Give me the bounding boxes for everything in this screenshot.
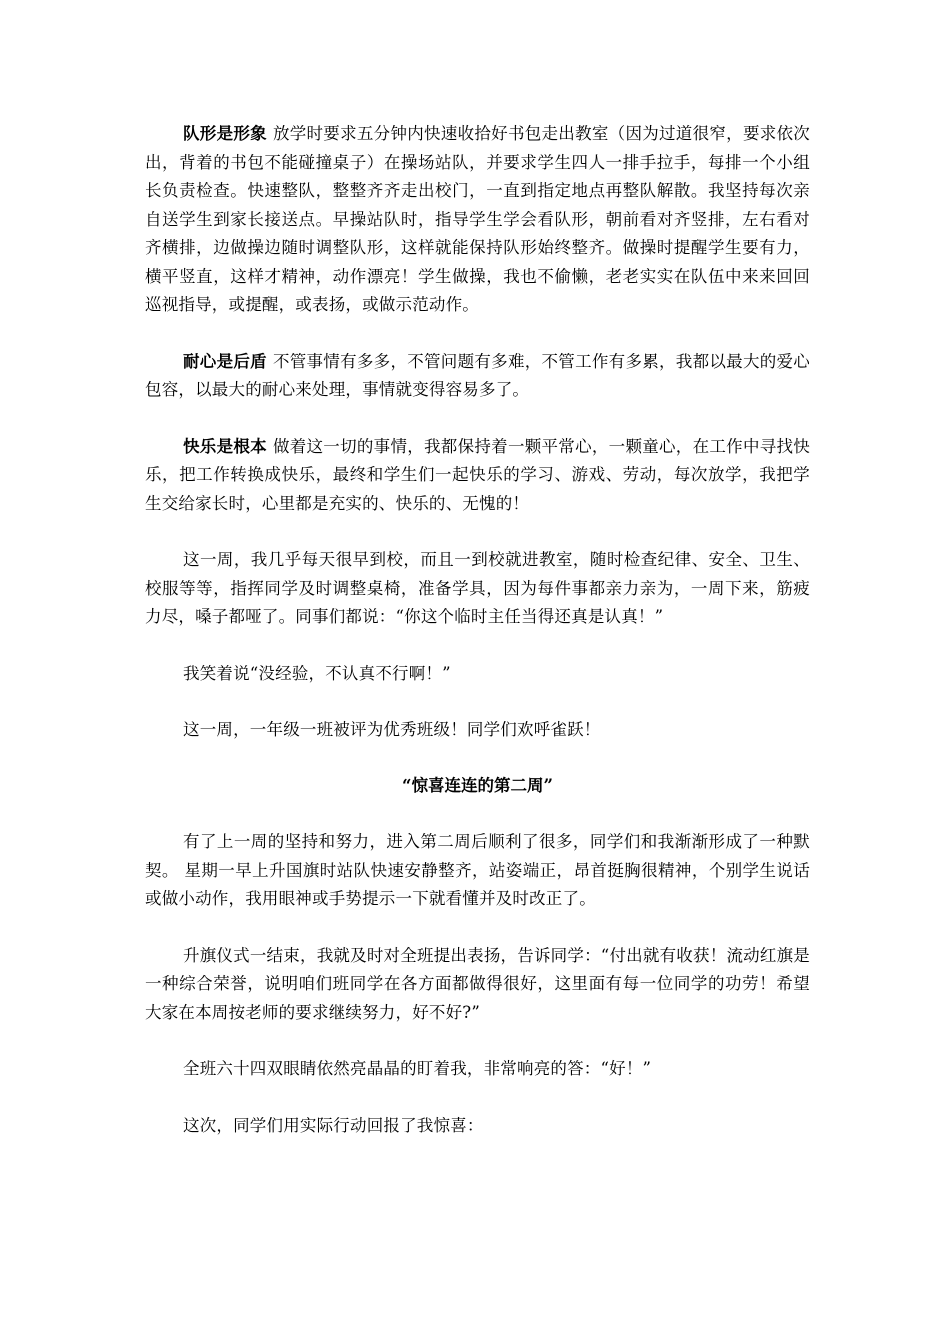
paragraph-reply bbox=[145, 660, 810, 689]
paragraph-patience bbox=[145, 348, 810, 405]
paragraph-first-week bbox=[145, 546, 810, 632]
paragraph-text: 这次，同学们用实际行动回报了我惊喜： bbox=[183, 1115, 484, 1135]
paragraph-text: 做着这一切的事情，我都保持着一颗平常心，一颗童心，在工作中寻找快乐，把工作转换成快乐，最终和学生们一起快乐的学习、游戏、劳动，每次放学，我把学生交给家长时，心里都是充实的、快乐的、无愧的！ bbox=[145, 436, 811, 513]
paragraph-text: 升旗仪式一结束，我就及时对全班提出表扬，告诉同学：“付出就有收获！流动红旗是一种综合荣誉，说明咱们班同学在各方面都做得很好，这里面有每一位同学的功劳！希望大家在本周按老师的要求继续努力，好不好?” bbox=[145, 945, 810, 1022]
paragraph-text: 不管事情有多多，不管问题有多难，不管工作有多累，我都以最大的爱心包容，以最大的耐心来处理，事情就变得容易多了。 bbox=[145, 351, 811, 399]
paragraph-lead: 耐心是后盾 bbox=[183, 351, 267, 371]
section-heading: “惊喜连连的第二周” bbox=[402, 775, 553, 795]
paragraph-formation bbox=[145, 120, 810, 320]
paragraph-lead: 快乐是根本 bbox=[183, 436, 267, 456]
paragraph-surprise bbox=[145, 1112, 810, 1141]
paragraph-award bbox=[145, 716, 810, 745]
paragraph-text: 全班六十四双眼睛依然亮晶晶的盯着我，非常响亮的答：“好！” bbox=[183, 1059, 652, 1078]
paragraph-happiness bbox=[145, 433, 810, 519]
paragraph-praise bbox=[145, 942, 810, 1028]
paragraph-lead: 队形是形象 bbox=[183, 124, 267, 143]
document-page bbox=[145, 120, 810, 1140]
paragraph-text: 这一周，一年级一班被评为优秀班级！同学们欢呼雀跃！ bbox=[183, 720, 601, 739]
paragraph-text: 这一周，我几乎每天很早到校，而且一到校就进教室，随时检查纪律、安全、卫生、校服等等，指挥同学及时调整桌椅，准备学具，因为每件事都亲力亲为，一周下来，筋疲力尽，嗓子都哑了。同事们都说：“你这个临时主任当得还真是认真！” bbox=[145, 550, 810, 626]
paragraph-answer bbox=[145, 1055, 810, 1084]
paragraph-second-week bbox=[145, 828, 810, 914]
paragraph-text: 有了上一周的坚持和努力，进入第二周后顺利了很多，同学们和我渐渐形成了一种默契。 星期一早上升国旗时站队快速安静整齐，站姿端正，昂首挺胸很精神，个别学生说话或做小动作，我用眼神或手势提示一下就看懂并及时改正了。 bbox=[145, 832, 810, 908]
paragraph-text: 放学时要求五分钟内快速收拾好书包走出教室（因为过道很窄，要求依次出，背着的书包不能碰撞桌子）在操场站队，并要求学生四人一排手拉手，每排一个小组长负责检查。快速整队，整整齐齐走出校门，一直到指定地点再整队解散。我坚持每次亲自送学生到家长接送点。早操站队时，指导学生学会看队形，朝前看对齐竖排，左右看对齐横排，边做操边随时调整队形，这样就能保持队形始终整齐。做操时提醒学生要有力，横平竖直，这样才精神，动作漂亮！学生做操，我也不偷懒，老老实实在队伍中来来回回巡视指导，或提醒，或表扬，或做示范动作。 bbox=[145, 124, 811, 314]
paragraph-text: 我笑着说“没经验，不认真不行啊！” bbox=[183, 663, 451, 683]
